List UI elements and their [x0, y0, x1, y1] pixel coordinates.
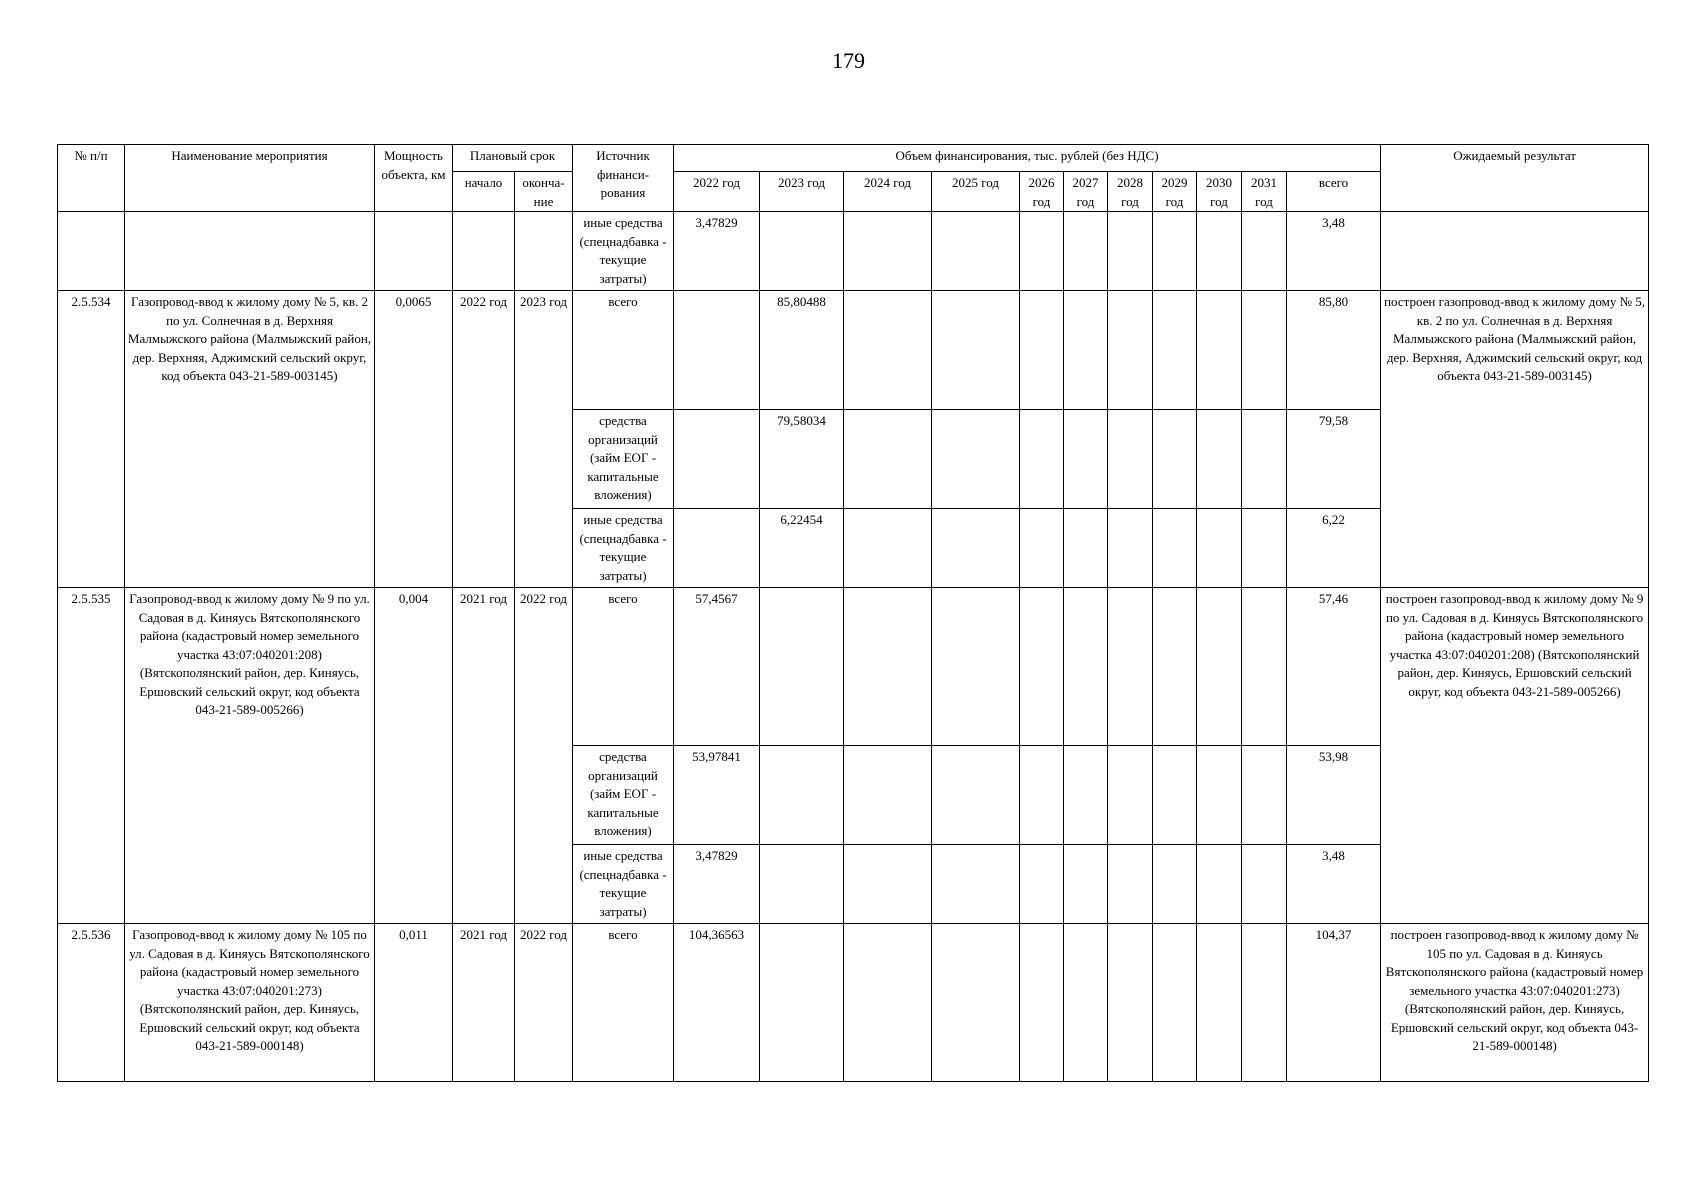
item-power: 0,011 — [375, 924, 453, 1082]
header-volume: Объем финансирования, тыс. рублей (без НДС) — [674, 145, 1381, 172]
item-name: Газопровод-ввод к жилому дому № 105 по ул. Садовая в д. Киняусь Вятскополянского района (кадастровый номер земельного участка 43:07:040201:273) (Вятскополянский район, дер. Киняусь, Ершовский сельский округ, код объекта 043-21-589-000148) — [125, 924, 375, 1082]
source-label: иные средства (спецнадбавка - текущие затраты) — [573, 212, 674, 291]
header-num: № п/п — [58, 145, 125, 212]
table-row — [58, 588, 1649, 746]
header-year-2027: 2027 год — [1064, 172, 1108, 212]
item-start: 2022 год — [453, 291, 515, 588]
item-name: Газопровод-ввод к жилому дому № 5, кв. 2 по ул. Солнечная в д. Верхняя Малмыжского района (Малмыжский район, дер. Верхняя, Аджимский сельский округ, код объекта 043-21-589-003145) — [125, 291, 375, 588]
item-power: 0,004 — [375, 588, 453, 924]
header-total: всего — [1287, 172, 1381, 212]
value-2023 — [760, 845, 844, 924]
header-result: Ожидаемый результат — [1381, 145, 1649, 212]
item-num: 2.5.536 — [58, 924, 125, 1082]
item-result: построен газопровод-ввод к жилому дому № 105 по ул. Садовая в д. Киняусь Вятскополянского района (кадастровый номер земельного участка 43:07:040201:273) (Вятскополянский район, дер. Киняусь, Ершовский сельский округ, код объекта 043-21-589-000148) — [1381, 924, 1649, 1082]
item-num: 2.5.535 — [58, 588, 125, 924]
table-row — [58, 924, 1649, 1082]
header-year-2031: 2031 год — [1242, 172, 1287, 212]
source-label: иные средства (спецнадбавка - текущие затраты) — [573, 845, 674, 924]
header-term-end: оконча-ние — [515, 172, 573, 212]
value-total: 3,48 — [1287, 212, 1381, 291]
header-year-2024: 2024 год — [844, 172, 932, 212]
item-result: построен газопровод-ввод к жилому дому № 5, кв. 2 по ул. Солнечная в д. Верхняя Малмыжского района (Малмыжский район, дер. Верхняя, Аджимский сельский округ, код объекта 043-21-589-003145) — [1381, 291, 1649, 588]
header-year-2030: 2030 год — [1197, 172, 1242, 212]
value-total: 79,58 — [1287, 410, 1381, 509]
page-number: 179 — [832, 48, 865, 73]
header-source: Источник финанси-рования — [573, 145, 674, 212]
source-label: средства организаций (займ ЕОГ - капитальные вложения) — [573, 410, 674, 509]
value-total: 85,80 — [1287, 291, 1381, 410]
value-2023: 79,58034 — [760, 410, 844, 509]
header-year-2026: 2026 год — [1020, 172, 1064, 212]
item-start: 2021 год — [453, 588, 515, 924]
value-2022: 3,47829 — [674, 212, 760, 291]
value-2022 — [674, 291, 760, 410]
value-total: 3,48 — [1287, 845, 1381, 924]
item-result: построен газопровод-ввод к жилому дому № 9 по ул. Садовая в д. Киняусь Вятскополянского района (кадастровый номер земельного участка 43:07:040201:208) (Вятскополянский район, дер. Киняусь, Ершовский сельский округ, код объекта 043-21-589-005266) — [1381, 588, 1649, 924]
source-label: всего — [573, 924, 674, 1082]
item-end: 2022 год — [515, 924, 573, 1082]
header-year-2025: 2025 год — [932, 172, 1020, 212]
header-name: Наименование мероприятия — [125, 145, 375, 212]
value-2023: 85,80488 — [760, 291, 844, 410]
header-power: Мощность объекта, км — [375, 145, 453, 212]
table-row — [58, 212, 1649, 291]
value-2023 — [760, 924, 844, 1082]
item-end: 2023 год — [515, 291, 573, 588]
source-label: средства организаций (займ ЕОГ - капитальные вложения) — [573, 746, 674, 845]
item-num: 2.5.534 — [58, 291, 125, 588]
value-2023: 6,22454 — [760, 509, 844, 588]
source-label: иные средства (спецнадбавка - текущие затраты) — [573, 509, 674, 588]
value-2022 — [674, 509, 760, 588]
item-power: 0,0065 — [375, 291, 453, 588]
header-term: Плановый срок — [453, 145, 573, 172]
header-year-2028: 2028 год — [1108, 172, 1153, 212]
value-total: 104,37 — [1287, 924, 1381, 1082]
value-2022 — [674, 410, 760, 509]
value-2022: 53,97841 — [674, 746, 760, 845]
header-term-start: начало — [453, 172, 515, 212]
header-year-2023: 2023 год — [760, 172, 844, 212]
value-total: 53,98 — [1287, 746, 1381, 845]
source-label: всего — [573, 291, 674, 410]
item-name: Газопровод-ввод к жилому дому № 9 по ул. Садовая в д. Киняусь Вятскополянского района (кадастровый номер земельного участка 43:07:040201:208) (Вятскополянский район, дер. Киняусь, Ершовский сельский округ, код объекта 043-21-589-005266) — [125, 588, 375, 924]
value-2022: 3,47829 — [674, 845, 760, 924]
value-2023 — [760, 588, 844, 746]
item-start: 2021 год — [453, 924, 515, 1082]
value-total: 57,46 — [1287, 588, 1381, 746]
financing-table — [57, 144, 1649, 1082]
header-year-2022: 2022 год — [674, 172, 760, 212]
value-total: 6,22 — [1287, 509, 1381, 588]
value-2023 — [760, 746, 844, 845]
source-label: всего — [573, 588, 674, 746]
table-row — [58, 291, 1649, 410]
header-row-1 — [58, 145, 1649, 172]
value-2022: 57,4567 — [674, 588, 760, 746]
value-2022: 104,36563 — [674, 924, 760, 1082]
header-year-2029: 2029 год — [1153, 172, 1197, 212]
item-end: 2022 год — [515, 588, 573, 924]
